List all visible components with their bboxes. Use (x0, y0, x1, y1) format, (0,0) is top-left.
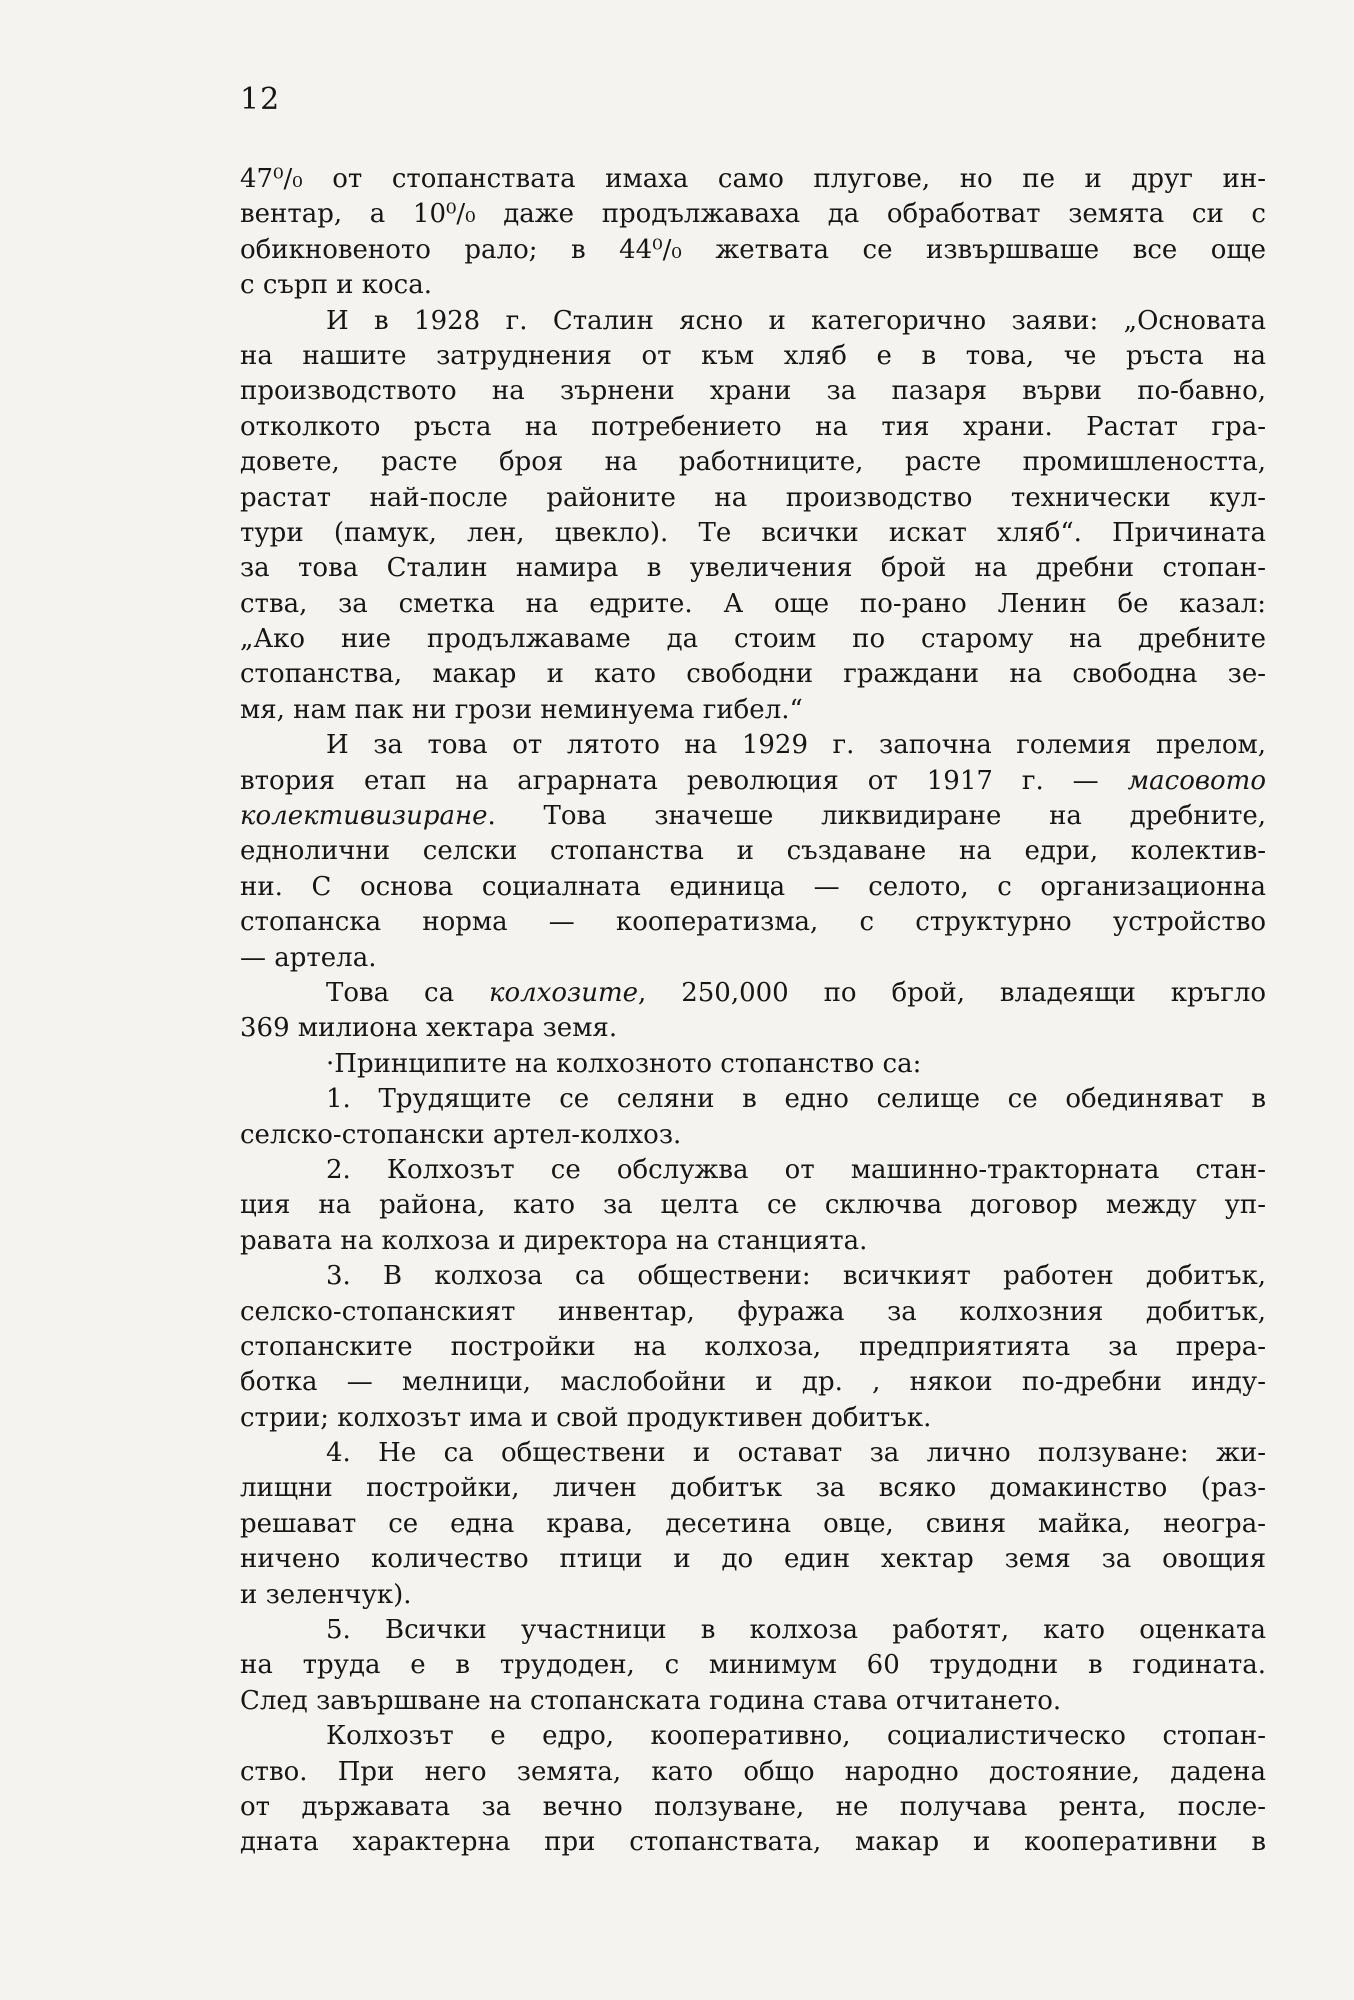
text-line: от държавата за вечно ползуване, не получава рента, после- (240, 1791, 1266, 1822)
text-line (240, 976, 1266, 1011)
text-line: довете, расте броя на работниците, расте промишлеността, (240, 447, 1266, 478)
text-line: на труда е в трудоден, с минимум 60 трудодни в годината. (240, 1650, 1266, 1681)
text-line: еднолични селски стопанства и създаване на едри, колектив- (240, 836, 1266, 867)
text-line: ство. При него земята, като общо народно достояние, дадена (240, 1756, 1266, 1787)
text-line: И за това от лятото на 1929 г. започна големия прелом, (326, 730, 1266, 761)
text-line: селско-стопански артел-колхоз. (240, 1119, 682, 1150)
text-line: тури (памук, лен, цвекло). Те всички искат хляб“. Причината (240, 517, 1266, 548)
page-number: 12 (240, 82, 281, 117)
text-line: ни. С основа социалната единица — селото, с организационна (240, 871, 1266, 902)
text-line: растат най-после районите на производство технически кул- (240, 482, 1266, 513)
text-line: ства, за сметка на едрите. А още по-рано Ленин бе казал: (240, 588, 1266, 619)
text-line: стрии; колхозът има и свой продуктивен добитък. (240, 1402, 932, 1433)
text-line: 5. Всички участници в колхоза работят, като оценката (326, 1615, 1266, 1646)
text-line: мя, нам пак ни грози неминуема гибел.“ (240, 694, 803, 725)
text-line: 2. Колхозът се обслужва от машинно-тракторната стан- (326, 1154, 1266, 1185)
text-line: дната характерна при стопанствата, макар и кооперативни в (240, 1827, 1266, 1858)
text-line: решават се една крава, десетина овце, свиня майка, неогра- (240, 1508, 1266, 1539)
text-line: стопанства, макар и като свободни граждани на свободна зе- (240, 659, 1266, 690)
text-line: селско-стопанският инвентар, фуража за колхозния добитък, (240, 1296, 1266, 1327)
text-line: 47⁰/₀ от стопанствата имаха само плугове, но пе и друг ин- (240, 164, 1266, 194)
text-line: и зеленчук). (240, 1579, 412, 1610)
text-segment: , 250,000 по брой, владеящи кръгло (638, 977, 1267, 1008)
text-line: лищни постройки, личен добитък за всяко домакинство (раз- (240, 1473, 1266, 1504)
text-line: 3. В колхоза са обществени: всичкият работен добитък, (326, 1261, 1266, 1292)
text-line: обикновеното рало; в 44⁰/₀ жетвата се извършваше все още (240, 234, 1266, 265)
italic-phrase: колективизиране (240, 801, 488, 832)
text-line: на нашите затруднения от към хляб е в това, че ръста на (240, 340, 1266, 371)
text-line: стопанските постройки на колхоза, предприятията за прера- (240, 1331, 1266, 1362)
text-line: с сърп и коса. (240, 270, 432, 301)
text-line: ·Принципите на колхозното стопанство са: (326, 1048, 922, 1079)
text-line: И в 1928 г. Сталин ясно и категорично заяви: „Основата (326, 305, 1266, 336)
text-line: производството на зърнени храни за пазаря върви по-бавно, (240, 376, 1266, 407)
text-segment: . Това значеше ликвидиране на дребните, (487, 801, 1266, 832)
text-line: вентар, а 10⁰/₀ даже продължаваха да обработват земята си с (240, 199, 1266, 230)
text-segment: Това са (326, 977, 489, 1008)
text-line: 1. Трудящите се селяни в едно селище се обединяват в (326, 1084, 1266, 1115)
text-line: 4. Не са обществени и остават за лично ползуване: жи- (326, 1438, 1266, 1469)
text-line: ботка — мелници, маслобойни и др. , някои по-дребни инду- (240, 1367, 1266, 1398)
text-line (240, 799, 1266, 834)
text-line: равата на колхоза и директора на станцията. (240, 1225, 868, 1256)
text-line: стопанска норма — кооператизма, с структурно устройство (240, 907, 1266, 938)
italic-phrase: колхозите (489, 977, 639, 1008)
text-line: — артела. (240, 942, 377, 973)
text-line: Колхозът е едро, кооперативно, социалистическо стопан- (326, 1721, 1266, 1752)
text-line: „Ако ние продължаваме да стоим по старому на дребните (240, 624, 1266, 655)
text-line: След завършване на стопанската година става отчитането. (240, 1685, 1062, 1716)
text-line: 369 милиона хектара земя. (240, 1013, 618, 1044)
body-text (240, 162, 1266, 1861)
text-line: ция на района, като за целта се сключва договор между уп- (240, 1190, 1266, 1221)
italic-phrase: масовото (1127, 765, 1266, 796)
text-segment: втория етап на аграрната революция от 1917 г. — (240, 765, 1128, 796)
text-line: за това Сталин намира в увеличения брой на дребни стопан- (240, 553, 1266, 584)
text-line (240, 764, 1266, 799)
text-line: отколкото ръста на потребението на тия храни. Растат гра- (240, 411, 1266, 442)
text-line: ничено количество птици и до един хектар земя за овощия (240, 1544, 1266, 1575)
